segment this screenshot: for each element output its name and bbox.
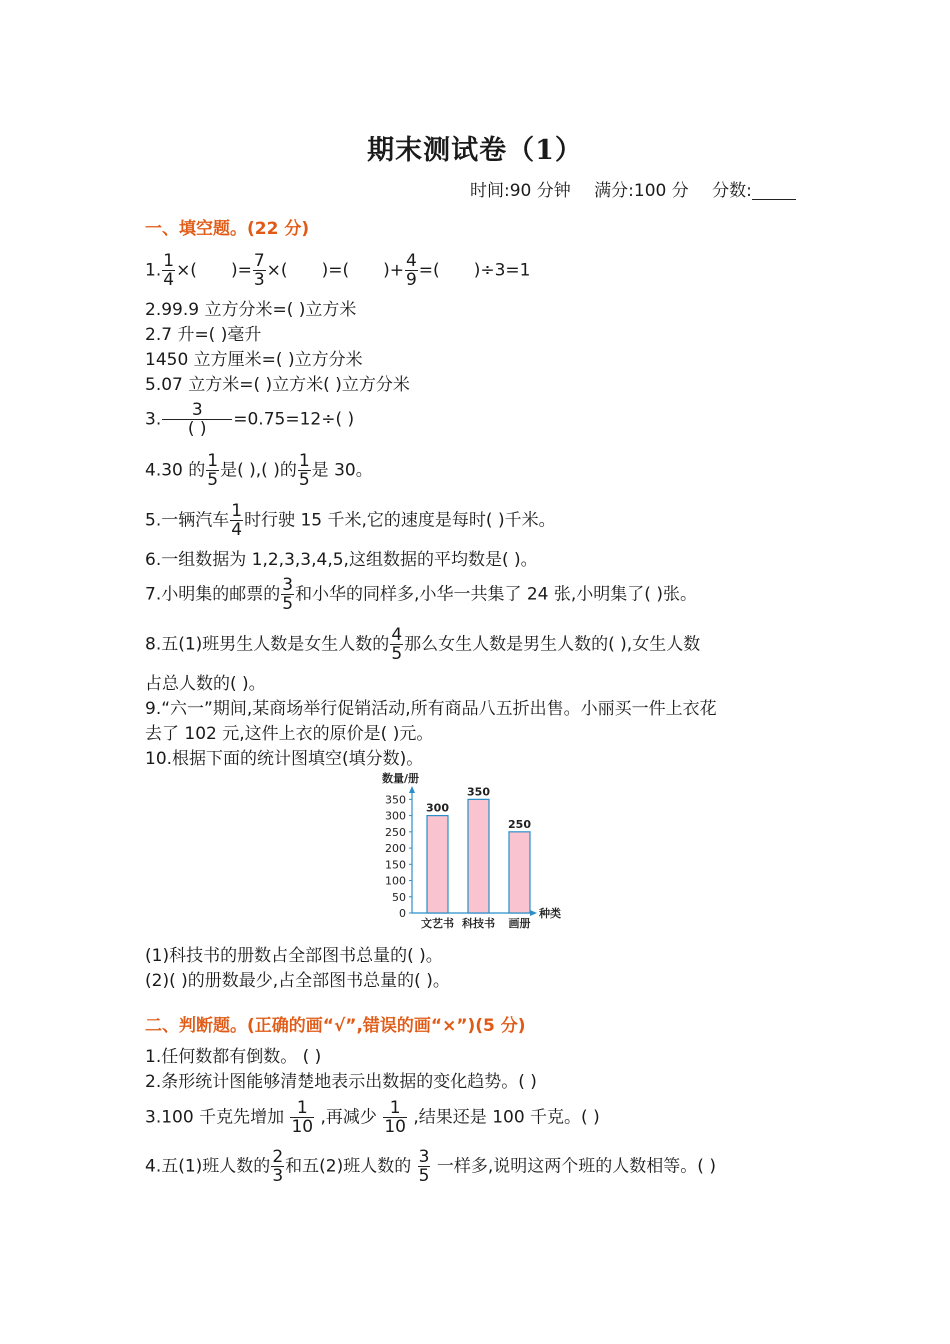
question-2-c: 1450 立方厘米=( )立方分米 [145, 350, 363, 370]
fraction: $\frac{7}{3}$ [253, 251, 265, 290]
judge-3: 3.100 千克先增加 $\frac{1}{10}$ ,再减少 $\frac{1}{10}$ ,结果还是 100 千克。( ) [145, 1098, 600, 1137]
question-2-d: 5.07 立方米=( )立方米( )立方分米 [145, 375, 410, 395]
section2-heading: 二、判断题。(正确的画“√”,错误的画“×”)(5 分) [145, 1016, 526, 1036]
question-3: 3. $\frac{3}{( )}$ =0.75=12÷( ) [145, 400, 355, 439]
judge-2: 2.条形统计图能够清楚地表示出数据的变化趋势。( ) [145, 1072, 537, 1092]
chart-category-label: 文艺书 [421, 917, 454, 930]
question-9-b: 去了 102 元,这件上衣的原价是( )元。 [145, 724, 434, 744]
chart-bar [427, 816, 448, 913]
fraction: $\frac{1}{4}$ [163, 251, 175, 290]
exam-score-label: 分数: [712, 181, 814, 201]
chart-ytick-label: 200 [385, 842, 406, 856]
fraction: $\frac{3}{5}$ [282, 575, 294, 614]
chart-ytick-label: 350 [385, 793, 406, 807]
question-4: 4.30 的 $\frac{1}{5}$ 是( ),( )的 $\frac{1}{5}$ 是 30。 [145, 451, 373, 490]
fraction: $\frac{4}{9}$ [405, 251, 417, 290]
chart-ytick-label: 150 [385, 858, 406, 872]
chart-ylabel: 数量/册 [382, 772, 420, 785]
question-1: 1. $\frac{1}{4}$ ×( )= $\frac{7}{3}$ ×( )=( )+ $\frac{4}{9}$ =( )÷3=1 [145, 251, 531, 290]
fraction: $\frac{1}{10}$ [291, 1098, 314, 1137]
chart-data-label: 250 [508, 817, 531, 831]
judge-1: 1.任何数都有倒数。 ( ) [145, 1047, 322, 1067]
page-title: 期末测试卷（1） [367, 135, 583, 166]
question-10-2: (2)( )的册数最少,占全部图书总量的( )。 [145, 971, 450, 991]
fraction: $\frac{1}{5}$ [298, 451, 310, 490]
chart-bar [468, 799, 489, 913]
fraction: $\frac{1}{5}$ [207, 451, 219, 490]
fraction: $\frac{1}{4}$ [231, 501, 243, 540]
chart-x-arrow [530, 910, 537, 916]
score-blank[interactable] [752, 181, 796, 200]
chart-data-label: 350 [467, 785, 490, 799]
chart-bar [509, 832, 530, 913]
question-10-1: (1)科技书的册数占全部图书总量的( )。 [145, 946, 443, 966]
question-6: 6.一组数据为 1,2,3,3,4,5,这组数据的平均数是( )。 [145, 550, 538, 570]
chart-data-label: 300 [426, 801, 449, 815]
chart-category-label: 画册 [508, 917, 531, 930]
bar-chart [360, 770, 580, 935]
fraction: $\frac{2}{3}$ [272, 1147, 284, 1186]
question-5: 5.一辆汽车 $\frac{1}{4}$ 时行驶 15 千米,它的速度是每时( )千米。 [145, 501, 556, 540]
fraction: $\frac{3}{( )}$ [162, 401, 232, 438]
question-7: 7.小明集的邮票的 $\frac{3}{5}$ 和小华的同样多,小华一共集了 24 张,小明集了( )张。 [145, 575, 697, 614]
exam-time: 时间:90 分钟 [470, 181, 571, 201]
question-2-a: 2.99.9 立方分米=( )立方米 [145, 300, 357, 320]
question-8: 8.五(1)班男生人数是女生人数的 $\frac{4}{5}$ 那么女生人数是男生人数的( ),女生人数 [145, 625, 701, 664]
fraction: $\frac{1}{10}$ [384, 1098, 406, 1137]
question-10: 10.根据下面的统计图填空(填分数)。 [145, 749, 424, 769]
fraction: $\frac{3}{5}$ [418, 1147, 430, 1186]
chart-ytick-label: 300 [385, 809, 406, 823]
chart-ytick-label: 250 [385, 825, 406, 839]
question-9-a: 9.“六一”期间,某商场举行促销活动,所有商品八五折出售。小丽买一件上衣花 [145, 699, 717, 719]
judge-4: 4.五(1)班人数的 $\frac{2}{3}$ 和五(2)班人数的 $\frac{3}{5}$ 一样多,说明这两个班的人数相等。( ) [145, 1147, 716, 1186]
chart-xlabel: 种类 [539, 907, 561, 920]
exam-meta [470, 176, 832, 201]
chart-y-arrow [409, 786, 415, 793]
chart-ytick-label: 100 [385, 874, 406, 888]
section1-heading: 一、填空题。(22 分) [145, 219, 310, 239]
chart-category-label: 科技书 [462, 917, 495, 930]
fraction: $\frac{4}{5}$ [391, 625, 403, 664]
exam-full-score: 满分:100 分 [594, 181, 689, 201]
chart-ytick-label: 50 [392, 890, 406, 904]
question-2-b: 2.7 升=( )毫升 [145, 325, 262, 345]
chart-ytick-label: 0 [399, 907, 406, 920]
question-8-cont: 占总人数的( )。 [145, 674, 266, 694]
